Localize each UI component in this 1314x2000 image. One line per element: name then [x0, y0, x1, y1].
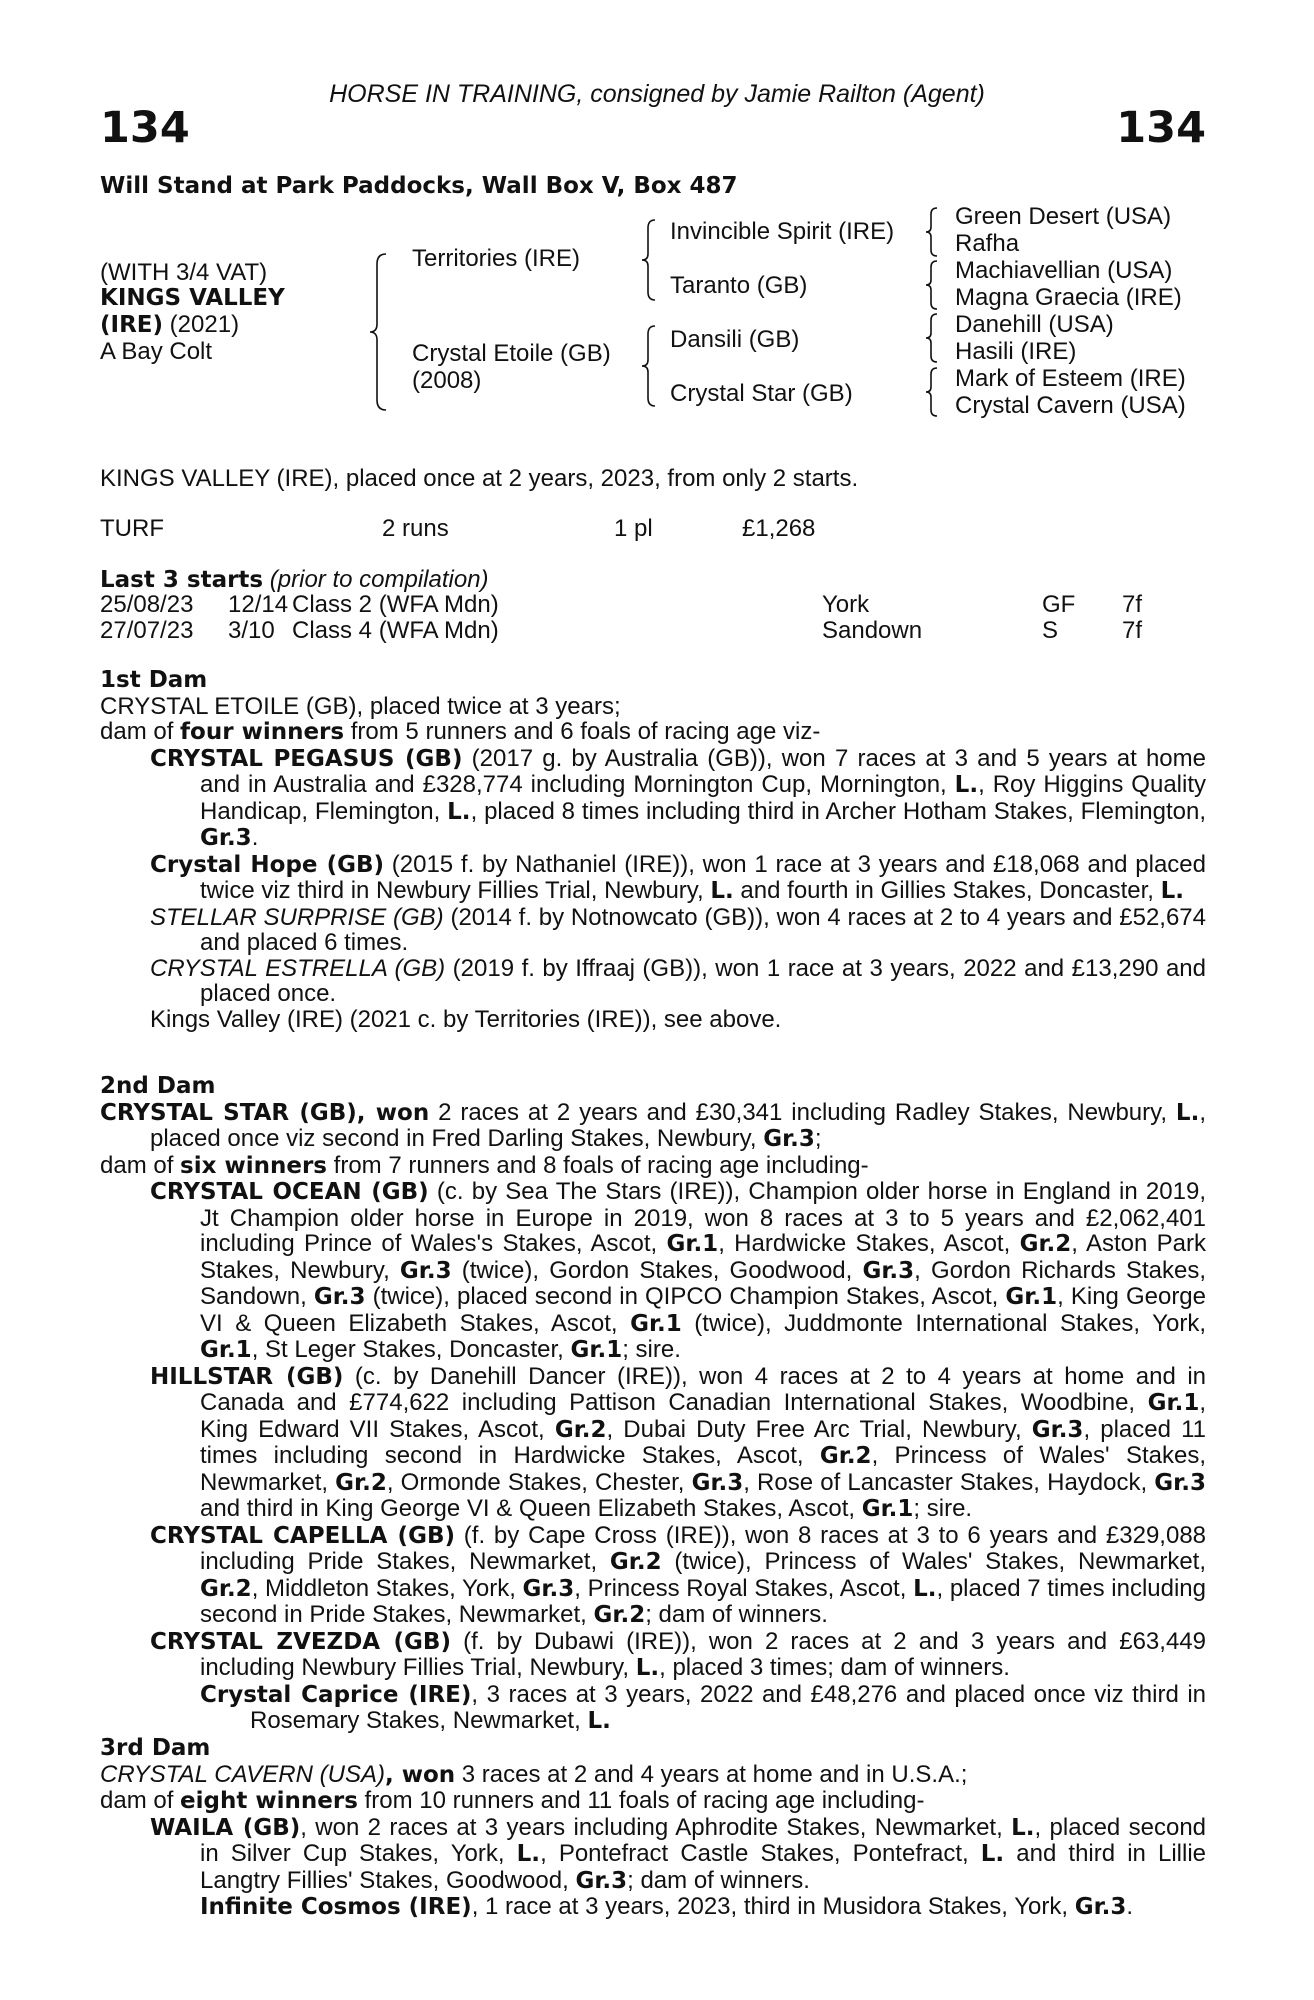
pedigree-dss: Danehill (USA) [955, 311, 1114, 338]
grade: Gr.3 [200, 825, 252, 851]
produce-name: CRYSTAL OCEAN (GB) [150, 1179, 429, 1205]
pedigree-dam: Crystal Etoile (GB) [412, 340, 611, 367]
grade: Gr.1 [200, 1337, 252, 1363]
grade: L. [635, 1655, 660, 1681]
first-dam-produce-summary [100, 719, 1206, 746]
pedigree-sire: Territories (IRE) [412, 245, 581, 272]
grade: L. [980, 1841, 1005, 1867]
text: (c. by Danehill Dancer (IRE)), won 4 races at 2 to 4 years at home and in Canada and £774,622 including Pattison Canadian International Stakes, Woodbine, [200, 1362, 1206, 1416]
winner-count: six winners [180, 1152, 327, 1179]
text: , Gordon Richards Stakes, Sandown, [200, 1256, 1207, 1310]
text: , Ormonde Stakes, Chester, [386, 1468, 692, 1496]
text: , Aston Park Stakes, Newbury, [200, 1230, 1206, 1284]
produce-entry: Kings Valley (IRE) (2021 c. by Territories (IRE)), see above. [150, 1005, 782, 1033]
text: (f. by Dubawi (IRE)), won 2 races at 2 and 3 years and £63,449 including Newbury Fillies Trial, Newbury, [200, 1627, 1206, 1681]
text: , won 2 races at 3 years including Aphrodite Stakes, Newmarket, [300, 1813, 1012, 1841]
produce-entry [150, 1364, 1206, 1523]
grade: Gr.2 [819, 1443, 872, 1469]
produce-entry [150, 905, 1206, 956]
first-dam-title: 1st Dam [100, 667, 208, 693]
text: (twice), placed second in QIPCO Champion Stakes, Ascot, [365, 1283, 1006, 1310]
consignor-header: HORSE IN TRAINING, consigned by Jamie Railton (Agent) [329, 80, 985, 108]
lot-number-left: 134 [100, 103, 190, 153]
text: from 5 runners and 6 foals of racing age viz- [344, 718, 821, 745]
grade: Gr.1 [630, 1310, 682, 1337]
grade: Gr.1 [570, 1337, 623, 1363]
pedigree-bracket-sire [640, 218, 660, 302]
grade: L. [954, 772, 979, 798]
pedigree-bracket-ss [924, 206, 942, 260]
grade: L. [1175, 1099, 1200, 1126]
grade: Gr.1 [1005, 1284, 1058, 1310]
grade: Gr.3 [862, 1257, 915, 1284]
produce-entry [150, 746, 1206, 852]
text: (twice), Princess of Wales' Stakes, Newmarket, [661, 1548, 1207, 1575]
third-dam-title: 3rd Dam [100, 1735, 211, 1761]
produce-entry [150, 956, 1206, 1007]
horse-country: (IRE) [100, 312, 164, 338]
produce-entry [200, 1682, 1206, 1735]
last-starts-title: Last 3 starts [100, 567, 264, 593]
start-row-going: S [1042, 617, 1059, 644]
grade: Gr.3 [1074, 1894, 1127, 1920]
produce-name: CRYSTAL CAPELLA (GB) [150, 1522, 455, 1549]
grade: L. [516, 1841, 541, 1867]
text: , Rose of Lancaster Stakes, Haydock, [743, 1468, 1155, 1496]
text: dam of [100, 1787, 181, 1814]
produce-name: Crystal Hope (GB) [150, 851, 385, 878]
text: . [251, 824, 259, 851]
venue-line: Will Stand at Park Paddocks, Wall Box V, Box 487 [100, 173, 738, 199]
start-row-distance: 7f [1122, 591, 1143, 618]
second-dam-section [100, 1074, 1206, 1735]
pedigree-sire-dam: Taranto (GB) [670, 272, 808, 299]
text: 2 races at 2 years and £30,341 including Radley Stakes, Newbury, [429, 1098, 1176, 1126]
horse-year: (2021) [163, 311, 240, 338]
start-row-distance: 7f [1122, 617, 1143, 644]
grade: Gr.1 [666, 1231, 719, 1257]
text: , Hardwicke Stakes, Ascot, [718, 1230, 1020, 1257]
horse-name-line2 [100, 312, 239, 339]
record-earnings: £1,268 [742, 515, 816, 542]
horse-description: A Bay Colt [100, 338, 213, 365]
start-row-pos: 3/10 [228, 617, 275, 644]
grade: Gr.3 [1031, 1416, 1084, 1443]
winner-count: eight winners [180, 1788, 358, 1814]
text: , Middleton Stakes, York, [251, 1574, 523, 1602]
produce-name: HILLSTAR (GB) [150, 1363, 344, 1390]
grade: Gr.1 [1147, 1390, 1200, 1416]
start-row-pos: 12/14 [228, 591, 289, 618]
pedigree-ssd: Rafha [955, 230, 1020, 257]
produce-entry [150, 1179, 1206, 1364]
text: (2017 g. by Australia (GB)), won 7 races at 3 and 5 years at home and in Australia and £328,774 including Mornington Cup, Mornington, [200, 744, 1206, 798]
lot-number-right: 134 [1116, 103, 1206, 153]
text: , placed 8 times including third in Archer Hotham Stakes, Flemington, [470, 797, 1207, 825]
pedigree-bracket-ds [924, 312, 942, 366]
grade: Gr.2 [335, 1469, 387, 1496]
text: ; dam of winners. [627, 1866, 810, 1894]
second-dam-line [100, 1100, 1206, 1153]
text: and fourth in Gillies Stakes, Doncaster, [733, 877, 1161, 904]
text: (f. by Cape Cross (IRE)), won 8 races at 3 to 6 years and £329,088 including Pride Stakes, Newmarket, [200, 1521, 1207, 1575]
dam-name: CRYSTAL STAR (GB) [100, 1099, 357, 1126]
record-runs: 2 runs [382, 515, 449, 542]
text: , Dubai Duty Free Arc Trial, Newbury, [606, 1415, 1032, 1443]
text: , King Edward VII Stakes, Ascot, [200, 1389, 1206, 1443]
start-row-race: Class 4 (WFA Mdn) [292, 617, 499, 644]
won: , won [384, 1761, 456, 1788]
won: , won [356, 1099, 430, 1126]
horse-name: KINGS VALLEY [100, 285, 285, 311]
text: , placed 11 times including second in Hardwicke Stakes, Ascot, [200, 1415, 1207, 1469]
text: . [1126, 1893, 1134, 1920]
start-row-course: York [822, 591, 870, 618]
pedigree-ddd: Crystal Cavern (USA) [955, 392, 1186, 419]
grade: Gr.3 [575, 1867, 628, 1894]
grade: Gr.3 [691, 1469, 744, 1496]
produce-name: Infinite Cosmos (IRE) [200, 1894, 472, 1920]
pedigree-sds: Machiavellian (USA) [955, 257, 1173, 284]
grade: L. [1160, 878, 1185, 904]
second-dam-title: 2nd Dam [100, 1073, 216, 1099]
third-dam-line [100, 1762, 1206, 1789]
text: , Princess of Wales' Stakes, Newmarket, [200, 1442, 1206, 1496]
first-dam-line: CRYSTAL ETOILE (GB), placed twice at 3 years; [100, 692, 621, 720]
start-row-race: Class 2 (WFA Mdn) [292, 591, 499, 618]
horse-vat: (WITH 3/4 VAT) [100, 259, 268, 286]
grade: Gr.1 [861, 1496, 914, 1522]
text: dam of [100, 1151, 181, 1179]
text: , St Leger Stakes, Doncaster, [251, 1336, 571, 1363]
pedigree-dam-dam: Crystal Star (GB) [670, 380, 853, 407]
pedigree-dds: Mark of Esteem (IRE) [955, 365, 1186, 392]
text: (2019 f. by Iffraaj (GB)), won 1 race at 3 years, 2022 and £13,290 and placed once. [200, 954, 1206, 1007]
text: from 10 runners and 11 foals of racing age including- [357, 1787, 925, 1814]
produce-entry [200, 1894, 1206, 1921]
text: (2014 f. by Notnowcato (GB)), won 4 races at 2 to 4 years and £52,674 and placed 6 times. [200, 903, 1207, 956]
pedigree-bracket-dd [924, 366, 942, 420]
grade: Gr.2 [609, 1549, 662, 1575]
pedigree-sire-sire: Invincible Spirit (IRE) [670, 218, 895, 245]
text: , Pontefract Castle Stakes, Pontefract, [540, 1840, 981, 1867]
pedigree-dam-sire: Dansili (GB) [670, 326, 800, 353]
text: (c. by Sea The Stars (IRE)), Champion older horse in England in 2019, Jt Champion older horse in Europe in 2019, won 8 races at 3 to 5 years and £2,062,401 including Prince of Wales's Stakes, Ascot, [200, 1178, 1206, 1257]
record-placed: 1 pl [614, 515, 653, 542]
pedigree-sdd: Magna Graecia (IRE) [955, 284, 1182, 311]
text: and third in King George VI & Queen Elizabeth Stakes, Ascot, [200, 1495, 862, 1522]
text: (2015 f. by Nathaniel (IRE)), won 1 race at 3 years and £18,068 and placed twice viz third in Newbury Fillies Trial, Newbury, [200, 850, 1206, 904]
last-starts-note: (prior to compilation) [263, 566, 489, 593]
third-dam-section [100, 1736, 1206, 1921]
produce-entry [150, 1629, 1206, 1682]
text: 3 races at 2 and 4 years at home and in U.S.A.; [455, 1760, 968, 1788]
second-dam-produce-summary [100, 1153, 1206, 1180]
pedigree-bracket-gen1 [368, 252, 392, 412]
grade: L. [447, 798, 471, 825]
dam-name: CRYSTAL CAVERN (USA) [100, 1760, 385, 1788]
start-row-date: 27/07/23 [100, 617, 194, 644]
grade: Gr.3 [399, 1257, 452, 1284]
text: , Roy Higgins Quality Handicap, Flemington, [200, 771, 1206, 825]
grade: L. [587, 1708, 611, 1734]
grade: Gr.2 [200, 1575, 252, 1602]
produce-entry [150, 1523, 1206, 1629]
text: , placed 7 times including second in Pride Stakes, Newmarket, [200, 1574, 1206, 1628]
text: ; [814, 1125, 822, 1152]
produce-entry [150, 1815, 1206, 1895]
start-row-going: GF [1042, 591, 1076, 618]
text: dam of [100, 718, 181, 745]
winner-count: four winners [180, 719, 345, 745]
grade: Gr.3 [1154, 1469, 1206, 1496]
third-dam-produce-summary [100, 1788, 1206, 1815]
first-dam-section [100, 668, 1206, 1032]
text: , Princess Royal Stakes, Ascot, [574, 1574, 914, 1602]
grade: Gr.2 [554, 1416, 607, 1443]
text: , placed 3 times; dam of winners. [659, 1654, 1010, 1681]
text: , placed second in Silver Cup Stakes, York, [200, 1813, 1207, 1867]
text: from 7 runners and 8 foals of racing age including- [326, 1151, 869, 1179]
pedigree-bracket-sd [924, 259, 942, 313]
grade: Gr.2 [1019, 1231, 1072, 1257]
grade: Gr.3 [763, 1126, 815, 1152]
pedigree-bracket-dam [640, 324, 660, 408]
horse-summary: KINGS VALLEY (IRE), placed once at 2 years, 2023, from only 2 starts. [100, 465, 859, 492]
pedigree-sss: Green Desert (USA) [955, 203, 1172, 230]
text: , placed once viz second in Fred Darling Stakes, Newbury, [150, 1098, 1206, 1152]
text: ; sire. [622, 1336, 681, 1363]
grade: L. [710, 878, 734, 904]
text: (twice), Juddmonte International Stakes, York, [681, 1309, 1206, 1337]
produce-entry [150, 852, 1206, 905]
text: (twice), Gordon Stakes, Goodwood, [451, 1256, 863, 1284]
text: , 3 races at 3 years, 2022 and £48,276 and placed once viz third in Rosemary Stakes, Newmarket, [250, 1680, 1206, 1734]
last-starts-heading [100, 567, 489, 594]
grade: L. [913, 1575, 937, 1602]
text: and third in Lillie Langtry Fillies' Stakes, Goodwood, [200, 1840, 1207, 1894]
text: ; dam of winners. [645, 1601, 828, 1628]
produce-name: CRYSTAL ZVEZDA (GB) [150, 1628, 451, 1655]
text: , King George VI & Queen Elizabeth Stakes, Ascot, [200, 1283, 1207, 1337]
produce-name: Crystal Caprice (IRE) [200, 1681, 472, 1708]
grade: Gr.3 [313, 1284, 366, 1310]
text: ; sire. [913, 1495, 973, 1522]
record-surface: TURF [100, 515, 164, 542]
pedigree-dam-year: (2008) [412, 367, 482, 394]
produce-name: STELLAR SURPRISE (GB) [150, 903, 444, 931]
pedigree-dsd: Hasili (IRE) [955, 338, 1077, 365]
grade: Gr.3 [522, 1575, 575, 1602]
grade: Gr.2 [593, 1602, 646, 1628]
grade: L. [1011, 1814, 1035, 1841]
start-row-date: 25/08/23 [100, 591, 194, 618]
produce-name: CRYSTAL ESTRELLA (GB) [150, 954, 446, 982]
start-row-course: Sandown [822, 617, 923, 644]
text: , 1 race at 3 years, 2023, third in Musidora Stakes, York, [471, 1893, 1075, 1920]
produce-name: WAILA (GB) [150, 1814, 301, 1841]
produce-name: CRYSTAL PEGASUS (GB) [150, 745, 463, 772]
